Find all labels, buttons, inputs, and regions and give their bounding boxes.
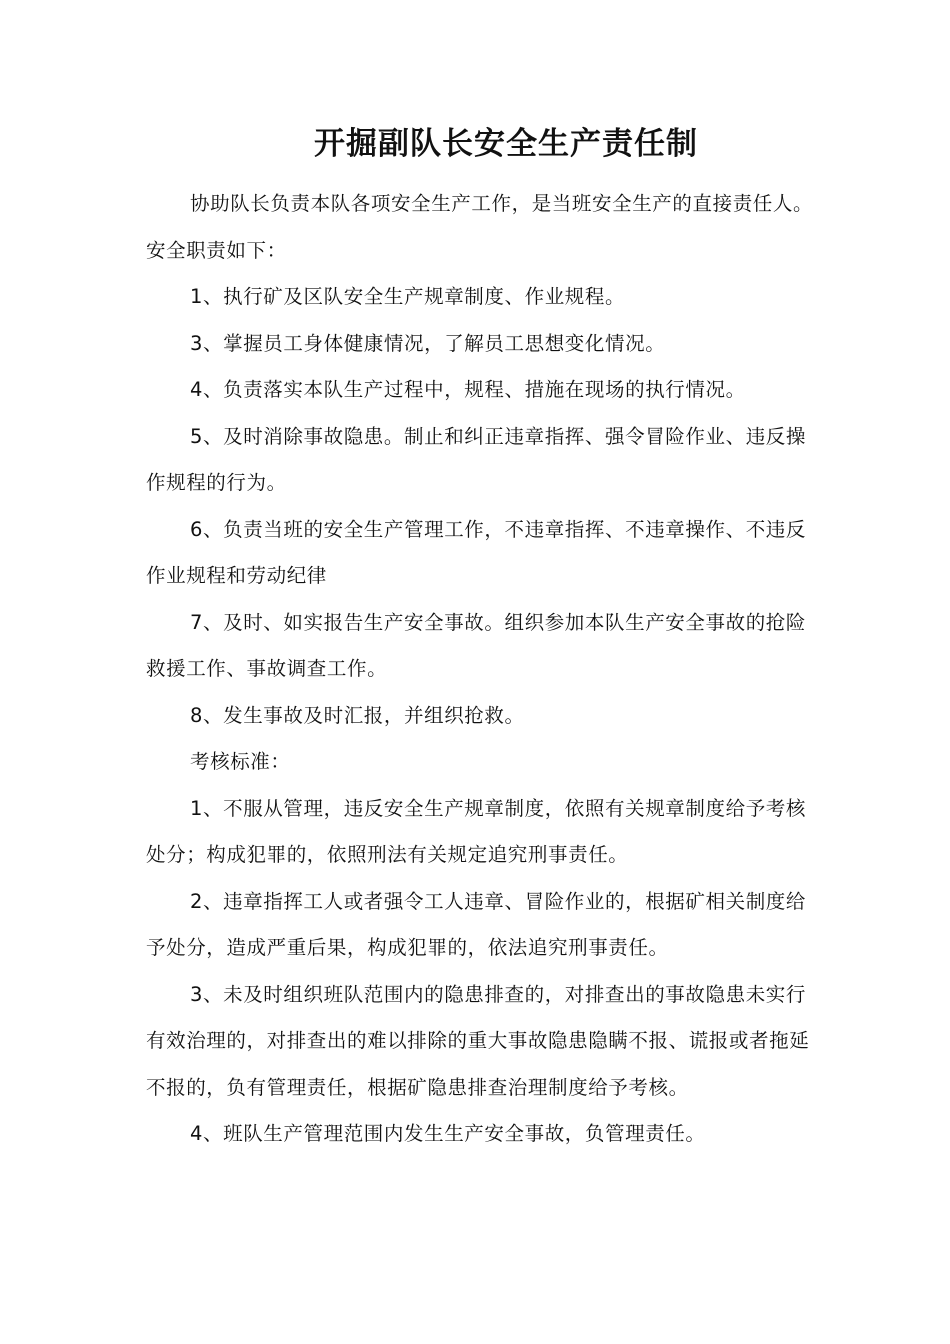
duty-item-7: 7、及时、如实报告生产安全事故。组织参加本队生产安全事故的抢险救援工作、事故调查工作。 [146,610,807,680]
document-title: 开掘副队长安全生产责任制 [314,126,698,162]
intro-paragraph: 协助队长负责本队各项安全生产工作，是当班安全生产的直接责任人。安全职责如下： [146,192,814,262]
duty-item-5: 5、及时消除事故隐患。制止和纠正违章指挥、强令冒险作业、违反操作规程的行为。 [146,424,807,494]
assessment-item-1: 1、不服从管理，违反安全生产规章制度，依照有关规章制度给予考核处分；构成犯罪的，依照刑法有关规定追究刑事责任。 [146,796,807,866]
assessment-item-3: 3、未及时组织班队范围内的隐患排查的，对排查出的事故隐患未实行有效治理的，对排查出的难以排除的重大事故隐患隐瞒不报、谎报或者拖延不报的，负有管理责任，根据矿隐患排查治理制度给予考核。 [146,982,810,1099]
assessment-heading: 考核标准： [190,750,291,773]
assessment-item-2: 2、违章指挥工人或者强令工人违章、冒险作业的，根据矿相关制度给予处分，造成严重后果，构成犯罪的，依法追究刑事责任。 [146,889,807,959]
duty-item-8: 8、发生事故及时汇报，并组织抢救。 [190,703,525,727]
duty-item-6: 6、负责当班的安全生产管理工作，不违章指挥、不违章操作、不违反作业规程和劳动纪律 [146,517,807,587]
assessment-item-4: 4、班队生产管理范围内发生生产安全事故，负管理责任。 [190,1122,706,1145]
duty-item-3: 3、掌握员工身体健康情况，了解员工思想变化情况。 [190,331,666,355]
document-body [146,181,826,1158]
duty-item-4: 4、负责落实本队生产过程中，规程、措施在现场的执行情况。 [190,378,746,401]
duty-item-1: 1、执行矿及区队安全生产规章制度、作业规程。 [190,285,626,308]
